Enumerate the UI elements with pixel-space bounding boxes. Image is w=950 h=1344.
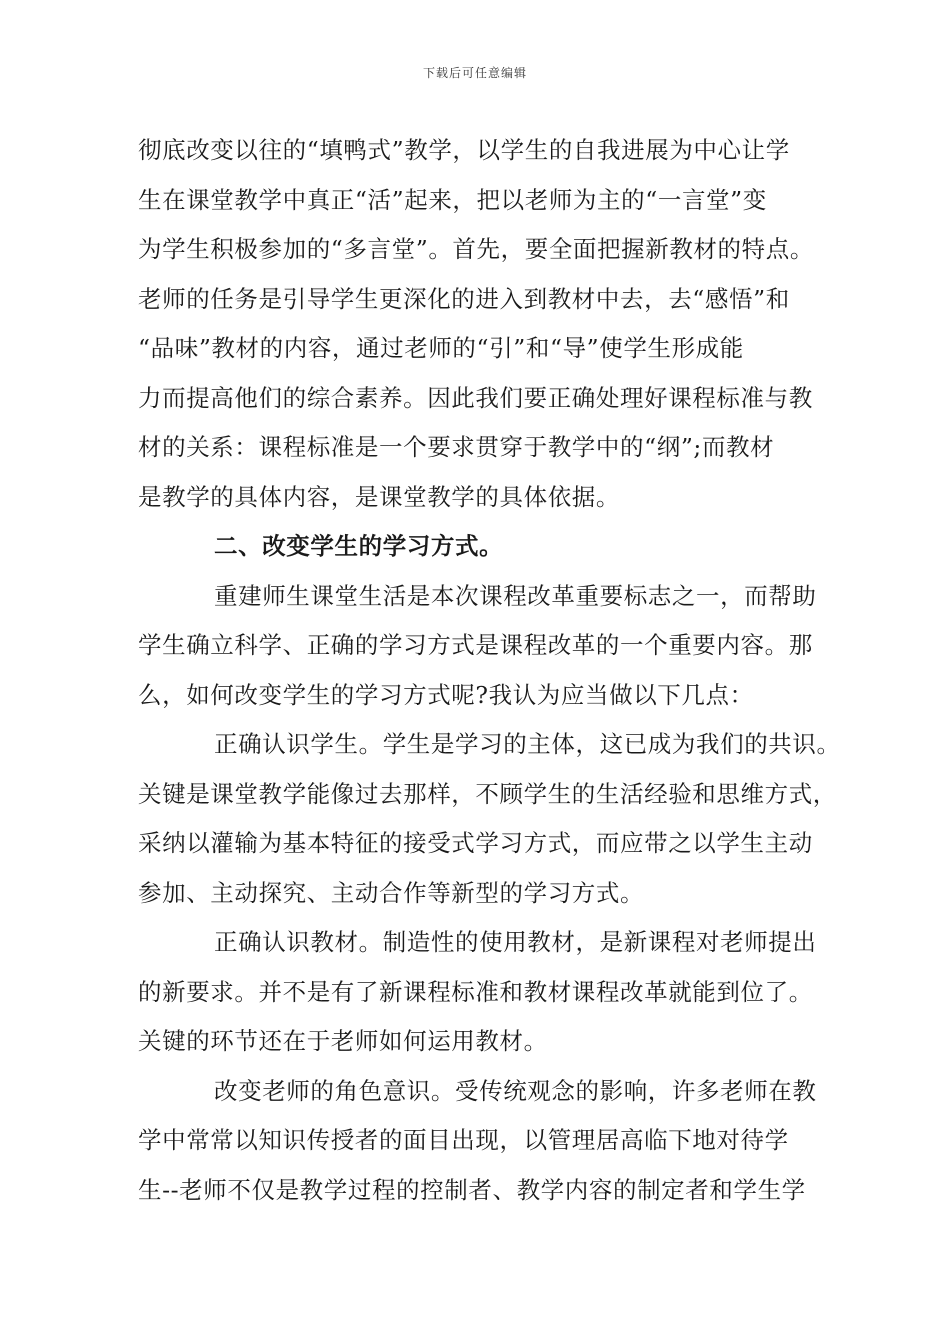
text-line: “品味”教材的内容，通过老师的“引”和“导”使学生形成能 bbox=[138, 334, 744, 362]
text-line: 关键是课堂教学能像过去那样，不顾学生的生活经验和思维方式， bbox=[138, 779, 837, 808]
text-line: 正确认识学生。学生是学习的主体，这已成为我们的共识。 bbox=[214, 730, 841, 758]
document-body bbox=[138, 126, 858, 1215]
text-line: 学生确立科学、正确的学习方式是课程改革的一个重要内容。那 bbox=[138, 631, 813, 659]
text-line: 为学生积极参加的“多言堂”。首先，要全面把握新教材的特点。 bbox=[138, 235, 814, 263]
section-heading: 二、改变学生的学习方式。 bbox=[214, 532, 504, 560]
text-line: 关键的环节还在于老师如何运用教材。 bbox=[138, 1027, 548, 1055]
text-line: 材的关系：课程标准是一个要求贯穿于教学中的“纲”;而教材 bbox=[138, 433, 775, 461]
text-line: 生--老师不仅是教学过程的控制者、教学内容的制定者和学生学 bbox=[138, 1175, 806, 1204]
text-line: 是教学的具体内容，是课堂教学的具体依据。 bbox=[138, 482, 620, 511]
page-header: 下载后可任意编辑 bbox=[422, 66, 527, 80]
text-line: 改变老师的角色意识。受传统观念的影响，许多老师在教 bbox=[214, 1076, 817, 1105]
text-line: 采纳以灌输为基本特征的接受式学习方式，而应带之以学生主动 bbox=[138, 829, 813, 857]
text-line: 老师的任务是引导学生更深化的进入到教材中去，去“感悟”和 bbox=[138, 284, 790, 313]
text-line: 学中常常以知识传授者的面目出现，以管理居高临下地对待学 bbox=[138, 1126, 789, 1154]
text-line: 力而提高他们的综合素养。因此我们要正确处理好课程标准与教 bbox=[138, 383, 813, 412]
text-line: 正确认识教材。制造性的使用教材，是新课程对老师提出 bbox=[214, 928, 817, 956]
text-line: 重建师生课堂生活是本次课程改革重要标志之一，而帮助 bbox=[214, 581, 817, 610]
text-line: 彻底改变以往的“填鸭式”教学，以学生的自我进展为中心让学 bbox=[138, 136, 790, 164]
text-line: 么，如何改变学生的学习方式呢?我认为应当做以下几点： bbox=[138, 680, 754, 709]
text-line: 的新要求。并不是有了新课程标准和教材课程改革就能到位了。 bbox=[138, 977, 813, 1006]
text-line: 参加、主动探究、主动合作等新型的学习方式。 bbox=[138, 878, 645, 907]
text-line: 生在课堂教学中真正“活”起来，把以老师为主的“一言堂”变 bbox=[138, 185, 767, 214]
